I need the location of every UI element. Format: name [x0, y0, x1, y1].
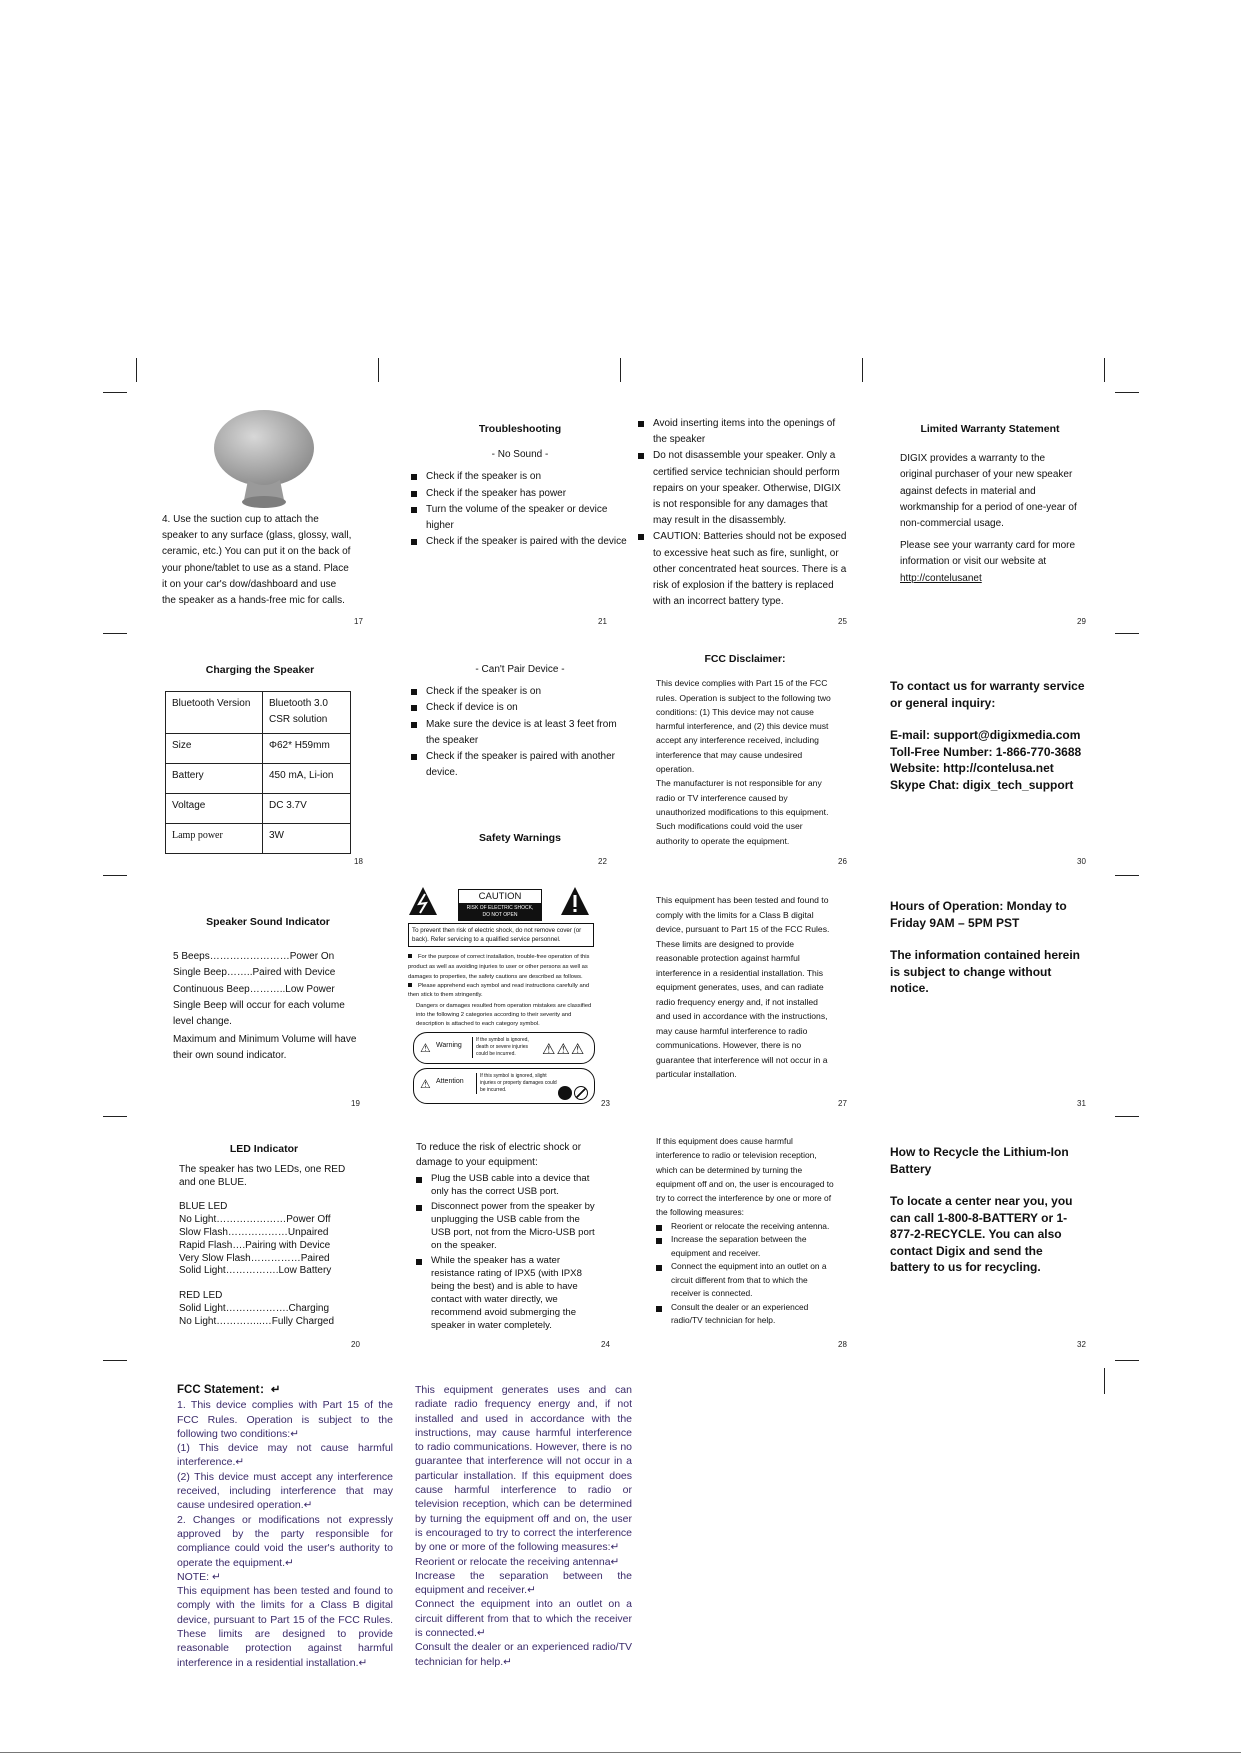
- page-number-32: 32: [1077, 1340, 1086, 1349]
- contact-phone[interactable]: Toll-Free Number: 1-866-770-3688: [890, 744, 1082, 759]
- fcc-right-paragraph: Connect the equipment into an outlet on a circuit different from that to which the receiver is connected.↵: [415, 1598, 632, 1640]
- blue-led-line: Rapid Flash….Pairing with Device: [179, 1239, 331, 1251]
- contact-website[interactable]: Website: http://contelusa.net: [890, 761, 1054, 775]
- page-number-23: 23: [601, 1099, 610, 1108]
- electric-shock-list: [416, 1172, 596, 1332]
- fcc-left-paragraph: NOTE: ↵: [177, 1570, 221, 1583]
- fcc-right-paragraph: Increase the separation between the equipment and receiver.↵: [415, 1569, 632, 1597]
- spec-label: Size: [166, 733, 263, 763]
- panel-19: [173, 914, 363, 1065]
- list-item: Increase the separation between the equipment and receiver.: [656, 1233, 834, 1260]
- page-number-28: 28: [838, 1340, 847, 1349]
- spec-value: 3W: [263, 823, 351, 853]
- contact-heading: To contact us for warranty service or general inquiry:: [890, 679, 1085, 710]
- step-4-text: 4. Use the suction cup to attach the speaker to any surface (glass, glossy, wall, ceramic, etc.) You can put it on the back of your phone/tablet to use as a stand. Place it on your car's dow/dashboard and use the speaker as a hands-free mic for calls.: [162, 514, 352, 607]
- sound-indicator-title: Speaker Sound Indicator: [206, 916, 330, 928]
- page-number-24: 24: [601, 1340, 610, 1349]
- list-item: Turn the volume of the speaker or device higher: [411, 502, 629, 534]
- panel-20: [179, 1143, 349, 1329]
- list-item: Plug the USB cable into a device that only has the correct USB port.: [416, 1172, 596, 1198]
- blue-led-heading: BLUE LED: [179, 1201, 228, 1213]
- hours-of-operation: Hours of Operation: Monday to Friday 9AM – 5PM PST: [890, 899, 1067, 930]
- fcc-statement-right: [415, 1383, 632, 1669]
- table-row: [166, 692, 351, 733]
- shock-warning-box: To prevent then risk of electric shock, do not remove cover (or back). Refer servicing to a qualified service personnel.: [408, 923, 594, 947]
- page-number-30: 30: [1077, 857, 1086, 866]
- prohibition-symbols-icon: [558, 1086, 572, 1100]
- spec-value: DC 3.7V: [263, 793, 351, 823]
- recycle-body: To locate a center near you, you can call 1-800-8-BATTERY or 1-877-2-RECYCLE. You can also contact Digix and send the battery to us for recycling.: [890, 1194, 1073, 1274]
- list-item: Consult the dealer or an experienced radio/TV technician for help.: [656, 1301, 834, 1328]
- page-number-26: 26: [838, 857, 847, 866]
- table-row: [166, 823, 351, 853]
- lightning-warning-icon: [408, 886, 438, 916]
- table-row: [166, 763, 351, 793]
- warranty-body-2: Please see your warranty card for more information or visit our website at http://contelusanet: [900, 540, 1076, 584]
- led-indicator-title: LED Indicator: [229, 1143, 299, 1155]
- panel-27: [656, 893, 834, 1082]
- list-item: Do not disassemble your speaker. Only a certified service technician should perform repairs on your speaker. Otherwise, DIGIX is not responsible for any damages that may result in the disassembly.: [638, 448, 848, 529]
- sound-line: 5 Beeps……………………Power On: [173, 951, 335, 963]
- list-item: Connect the equipment into an outlet on a circuit different from that to which the receiver is connected.: [656, 1260, 834, 1301]
- page-number-19: 19: [351, 1099, 360, 1108]
- troubleshooting-title: Troubleshooting: [478, 423, 562, 435]
- page-number-25: 25: [838, 617, 847, 626]
- panel-31: [890, 898, 1080, 997]
- fcc-right-paragraph: Reorient or relocate the receiving antenna↵: [415, 1555, 620, 1568]
- website-link[interactable]: http://contelusanet: [900, 572, 982, 584]
- table-row: [166, 793, 351, 823]
- page-number-31: 31: [1077, 1099, 1086, 1108]
- change-notice: The information contained herein is subject to change without notice.: [890, 948, 1081, 995]
- contact-skype[interactable]: Skype Chat: digix_tech_support: [890, 777, 1074, 792]
- red-led-heading: RED LED: [179, 1290, 223, 1302]
- page-number-22: 22: [598, 857, 607, 866]
- sound-line: Single Beep will occur for each volume level change.: [173, 999, 345, 1028]
- safety-warnings-title: Safety Warnings: [479, 832, 561, 844]
- led-intro: The speaker has two LEDs, one RED and one BLUE.: [179, 1163, 346, 1188]
- blue-led-line: Very Slow Flash……………Paired: [179, 1252, 330, 1264]
- class-b-compliance-text: This equipment has been tested and found to comply with the limits for a Class B digital device, pursuant to Part 15 of the FCC Rules. These limits are designed to provide reasonable protection against harmful interference in a residential installation. This equipment generates, uses, and can radiate radio frequency energy and, if not installed and used in accordance with the instructions, may cause harmful interference to radio communications. However, there is no guarantee that interference will not occur in a particular installation.: [656, 895, 830, 1079]
- fcc-left-paragraph: 2. Changes or modifications not expressly approved by the party responsible for compliance could void the user's authority to operate the equipment.↵: [177, 1513, 393, 1569]
- list-item: Reorient or relocate the receiving antenna.: [656, 1220, 834, 1234]
- caution-block: [458, 889, 542, 921]
- interference-measures-list: [656, 1220, 834, 1328]
- warning-callout: [413, 1032, 595, 1064]
- spec-label: Voltage: [166, 793, 263, 823]
- bullet-apprehend-symbol: Please apprehend each symbol and read instructions carefully and then stick to them stringently.: [408, 983, 590, 998]
- cant-pair-list: [411, 684, 629, 781]
- page-number-27: 27: [838, 1099, 847, 1108]
- warning-text: If the symbol is ignored, death or severe injuries could be incurred.: [472, 1037, 536, 1058]
- blue-led-line: Slow Flash………………Unpaired: [179, 1226, 329, 1238]
- page-number-18: 18: [354, 857, 363, 866]
- spec-value: 450 mA, Li-ion: [263, 763, 351, 793]
- speaker-illustration: [204, 410, 324, 510]
- prohibition-symbol-2-icon: [574, 1086, 588, 1100]
- blue-led-line: Solid Light…………….Low Battery: [179, 1265, 332, 1277]
- spec-table: [165, 691, 351, 853]
- warning-label: Warning: [436, 1042, 462, 1049]
- spec-value: Φ62* H59mm: [263, 733, 351, 763]
- danger-categories-text: Dangers or damages resulted from operation mistakes are classified into the following 2 categories according to their severity and description is attached to each category symbol.: [416, 1003, 592, 1027]
- fcc-left-paragraph: (2) This device must accept any interference received, including interference that may cause undesired operation.↵: [177, 1470, 393, 1512]
- fcc-statement-left: [177, 1383, 393, 1670]
- panel-26: [656, 652, 834, 848]
- recycle-heading: How to Recycle the Lithium-Ion Battery: [890, 1145, 1069, 1176]
- blue-led-line: No Light…………………Power Off: [179, 1214, 331, 1226]
- fcc-left-paragraph: (1) This device may not cause harmful interference.↵: [177, 1442, 393, 1469]
- warning-symbols-icon: ⚠⚠⚠: [542, 1041, 586, 1058]
- fcc-statement-title: FCC Statement：↵: [177, 1384, 281, 1396]
- warning-triangle-icon: ⚠: [420, 1041, 431, 1055]
- red-led-line: Solid Light……………….Charging: [179, 1302, 330, 1314]
- sound-line: Continuous Beep………..Low Power: [173, 983, 335, 995]
- panel-29: [900, 421, 1080, 587]
- list-item: Check if the speaker is paired with another device.: [411, 749, 629, 781]
- attention-label: Attention: [436, 1078, 464, 1085]
- attention-triangle-icon: ⚠: [420, 1077, 431, 1091]
- panel-24: [416, 1141, 596, 1332]
- bottom-rule: [0, 1752, 1241, 1753]
- panel-22: [411, 662, 629, 844]
- panel-25: [638, 416, 848, 610]
- warranty-title: Limited Warranty Statement: [920, 423, 1060, 435]
- page-number-21: 21: [598, 617, 607, 626]
- list-item: Check if the speaker has power: [411, 486, 629, 502]
- panel-18: [165, 662, 355, 854]
- fcc-right-paragraph: This equipment generates uses and can radiate radio frequency energy and, if not installed and used in accordance with the instructions, may cause harmful interference to radio communications. However, there is no guarantee that interference will not occur in a particular installation. If this equipment does cause harmful interference to radio or television reception, which can be determined by turning the equipment off and on, the user is encouraged to try to correct the interference by one or more of the following measures:↵: [415, 1384, 632, 1554]
- list-item: Avoid inserting items into the openings of the speaker: [638, 416, 848, 448]
- list-item: CAUTION: Batteries should not be exposed to excessive heat such as fire, sunlight, or other concentrated heat sources. There is a risk of explosion if the battery is replaced with an incorrect battery type.: [638, 529, 848, 610]
- interference-intro: If this equipment does cause harmful interference to radio or television reception, which can be determined by turning the equipment off and on, the user is encouraged to try to correct the interference by one or more of the following measures:: [656, 1136, 834, 1218]
- list-item: Check if the speaker is on: [411, 684, 629, 700]
- spec-label: Lamp power: [166, 823, 263, 853]
- caution-label: CAUTION: [459, 890, 541, 904]
- panel-21: [411, 421, 629, 550]
- page-number-17: 17: [354, 617, 363, 626]
- charging-title: Charging the Speaker: [205, 664, 315, 676]
- panel-30: [890, 678, 1090, 793]
- list-item: Check if the speaker is on: [411, 469, 629, 485]
- list-item: Check if device is on: [411, 700, 629, 716]
- no-sound-subtitle: - No Sound -: [491, 449, 549, 461]
- table-row: [166, 733, 351, 763]
- page-number-20: 20: [351, 1340, 360, 1349]
- spec-value: Bluetooth 3.0 CSR solution: [263, 692, 351, 733]
- bullet-correct-installation: For the purpose of correct installation, trouble-free operation of this product as well as avoiding injuries to user or other persons as well as damages to properties, the safety cautions are described as follows.: [408, 954, 590, 980]
- list-item: Make sure the device is at least 3 feet from the speaker: [411, 717, 629, 749]
- fcc-left-paragraph: This equipment has been tested and found to comply with the limits for a Class B digital device, pursuant to Part 15 of the FCC Rules. These limits are designed to provide reasonable protection against harmful interference in a residential installation.↵: [177, 1585, 393, 1669]
- list-item: Check if the speaker is paired with the device: [411, 534, 629, 550]
- attention-text: If this symbol is ignored, slight injuries or property damages could be incurred.: [476, 1073, 560, 1094]
- list-item: Disconnect power from the speaker by unplugging the USB cable from the USB port, not from the Micro-USB port on the speaker.: [416, 1200, 596, 1252]
- exclamation-warning-icon: [560, 886, 590, 916]
- attention-callout: [413, 1068, 595, 1104]
- contact-email[interactable]: E-mail: support@digixmedia.com: [890, 728, 1081, 742]
- sound-note: Maximum and Minimum Volume will have their own sound indicator.: [173, 1034, 357, 1062]
- panel-32: [890, 1144, 1080, 1276]
- sound-line: Single Beep……..Paired with Device: [173, 967, 336, 979]
- warranty-body: DIGIX provides a warranty to the original purchaser of your new speaker against defects in material and workmanship for a period of one-year of non-commercial usage.: [900, 453, 1077, 530]
- page-number-29: 29: [1077, 617, 1086, 626]
- no-sound-list: [411, 469, 629, 550]
- safety-list-continued: [638, 416, 848, 610]
- spec-label: Bluetooth Version: [166, 692, 263, 733]
- electric-shock-intro: To reduce the risk of electric shock or damage to your equipment:: [416, 1142, 582, 1168]
- fcc-disclaimer-title: FCC Disclaimer:: [704, 653, 786, 665]
- cant-pair-subtitle: - Can't Pair Device -: [475, 664, 565, 675]
- spec-label: Battery: [166, 763, 263, 793]
- fcc-left-paragraph: 1. This device complies with Part 15 of the FCC Rules. Operation is subject to the following two conditions:↵: [177, 1399, 393, 1440]
- red-led-line: No Light…………..…Fully Charged: [179, 1315, 335, 1327]
- list-item: While the speaker has a water resistance rating of IPX5 (with IPX8 being the best) and is able to have contact with water directly, we recommend avoid submerging the speaker in water completely.: [416, 1254, 596, 1332]
- fcc-disclaimer-body: This device complies with Part 15 of the FCC rules. Operation is subject to the following two conditions: (1) This device may not cause harmful interference, and (2) this device must accept any interference received, including interference that may cause undesired operation.: [656, 678, 831, 775]
- panel-28: [656, 1134, 834, 1328]
- fcc-right-paragraph: Consult the dealer or an experienced radio/TV technician for help.↵: [415, 1641, 632, 1668]
- fcc-disclaimer-body-2: The manufacturer is not responsible for any radio or TV interference caused by unauthorized modifications to this equipment. Such modifications could void the user authority to operate the equipment.: [656, 778, 829, 846]
- caution-sub: RISK OF ELECTRIC SHOCK, DO NOT OPEN: [459, 904, 541, 920]
